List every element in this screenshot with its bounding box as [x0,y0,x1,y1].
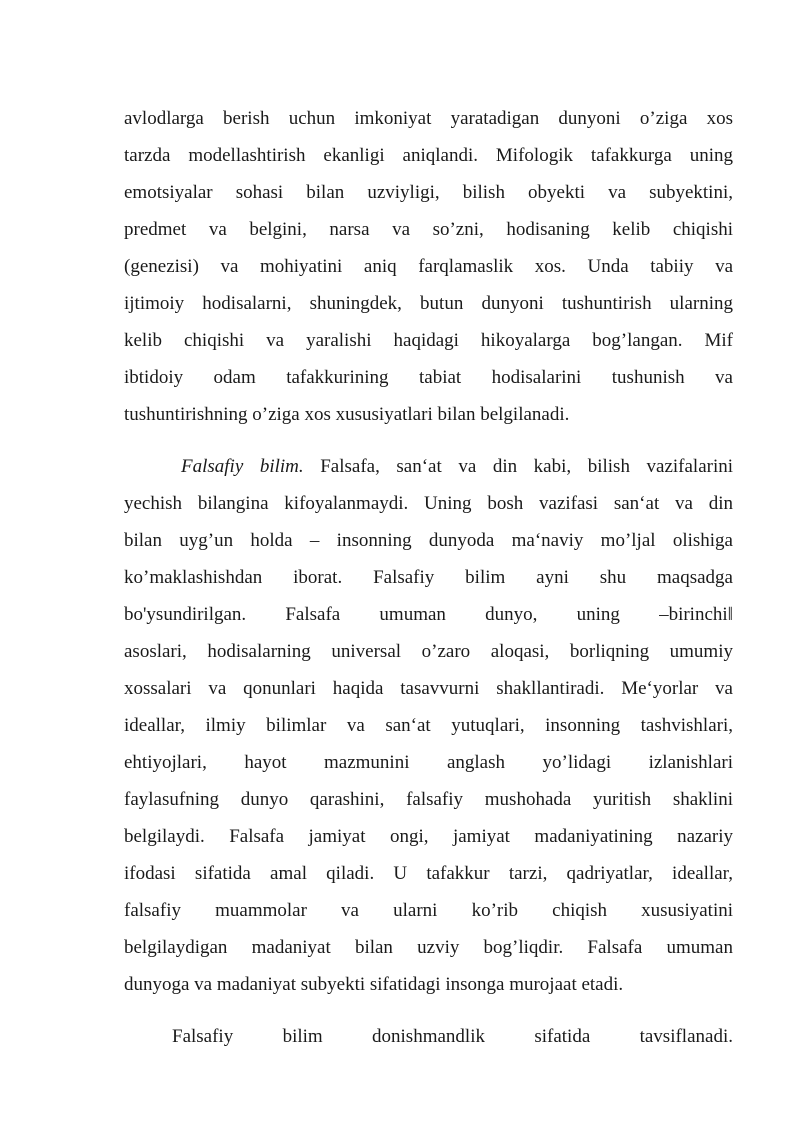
paragraph-line: faylasufning dunyo qarashini, falsafiy mushohada yuritish shaklini [124,789,733,810]
paragraph-line: yechish bilangina kifoyalanmaydi. Uning bosh vazifasi san‘at va din [124,493,733,514]
paragraph-line: falsafiy muammolar va ularni ko’rib chiqish xususiyatini [124,900,733,921]
paragraph-line: ideallar, ilmiy bilimlar va san‘at yutuqlari, insonning tashvishlari, [124,715,733,736]
paragraph-line: belgilaydi. Falsafa jamiyat ongi, jamiyat madaniyatining nazariy [124,826,733,847]
paragraph-first-line: Falsafiy bilim donishmandlik sifatida tavsiflanadi. [172,1026,733,1047]
paragraph-line: ko’maklashishdan iborat. Falsafiy bilim ayni shu maqsadga [124,567,733,588]
paragraph-line: asoslari, hodisalarning universal o’zaro aloqasi, borliqning umumiy [124,641,733,662]
paragraph-line: xossalari va qonunlari haqida tasavvurni shakllantiradi. Me‘yorlar va [124,678,733,699]
paragraph-line: bilan uyg’un holda – insonning dunyoda ma‘naviy mo’ljal olishiga [124,530,733,551]
paragraph-line: belgilaydigan madaniyat bilan uzviy bog’liqdir. Falsafa umuman [124,937,733,958]
paragraph-line: (genezisi) va mohiyatini aniq farqlamaslik xos. Unda tabiiy va [124,256,733,277]
section-heading-italic: Falsafiy bilim. [181,456,304,477]
paragraph-line: dunyoga va madaniyat subyekti sifatidagi insonga murojaat etadi. [124,974,624,995]
paragraph-line: predmet va belgini, narsa va so’zni, hodisaning kelib chiqishi [124,219,733,240]
paragraph-line: bo'ysundirilgan. Falsafa umuman dunyo, uning –birinchi‖ [124,604,733,625]
paragraph-line: emotsiyalar sohasi bilan uzviyligi, bilish obyekti va subyektini, [124,182,733,203]
paragraph-first-line [181,454,733,480]
paragraph-line: kelib chiqishi va yaralishi haqidagi hikoyalarga bog’langan. Mif [124,330,733,351]
paragraph-line: ifodasi sifatida amal qiladi. U tafakkur tarzi, qadriyatlar, ideallar, [124,863,733,884]
paragraph-line: ehtiyojlari, hayot mazmunini anglash yo’lidagi izlanishlari [124,752,733,773]
paragraph-line: tarzda modellashtirish ekanligi aniqlandi. Mifologik tafakkurga uning [124,145,733,166]
paragraph-line: ibtidoiy odam tafakkurining tabiat hodisalarini tushunish va [124,367,733,388]
paragraph-line: avlodlarga berish uchun imkoniyat yaratadigan dunyoni o’ziga xos [124,108,733,129]
paragraph-line: ijtimoiy hodisalarni, shuningdek, butun dunyoni tushuntirish ularning [124,293,733,314]
paragraph-line: tushuntirishning o’ziga xos xususiyatlari bilan belgilanadi. [124,404,570,425]
paragraph-text: Falsafa, san‘at va din kabi, bilish vazifalarini [303,456,734,477]
